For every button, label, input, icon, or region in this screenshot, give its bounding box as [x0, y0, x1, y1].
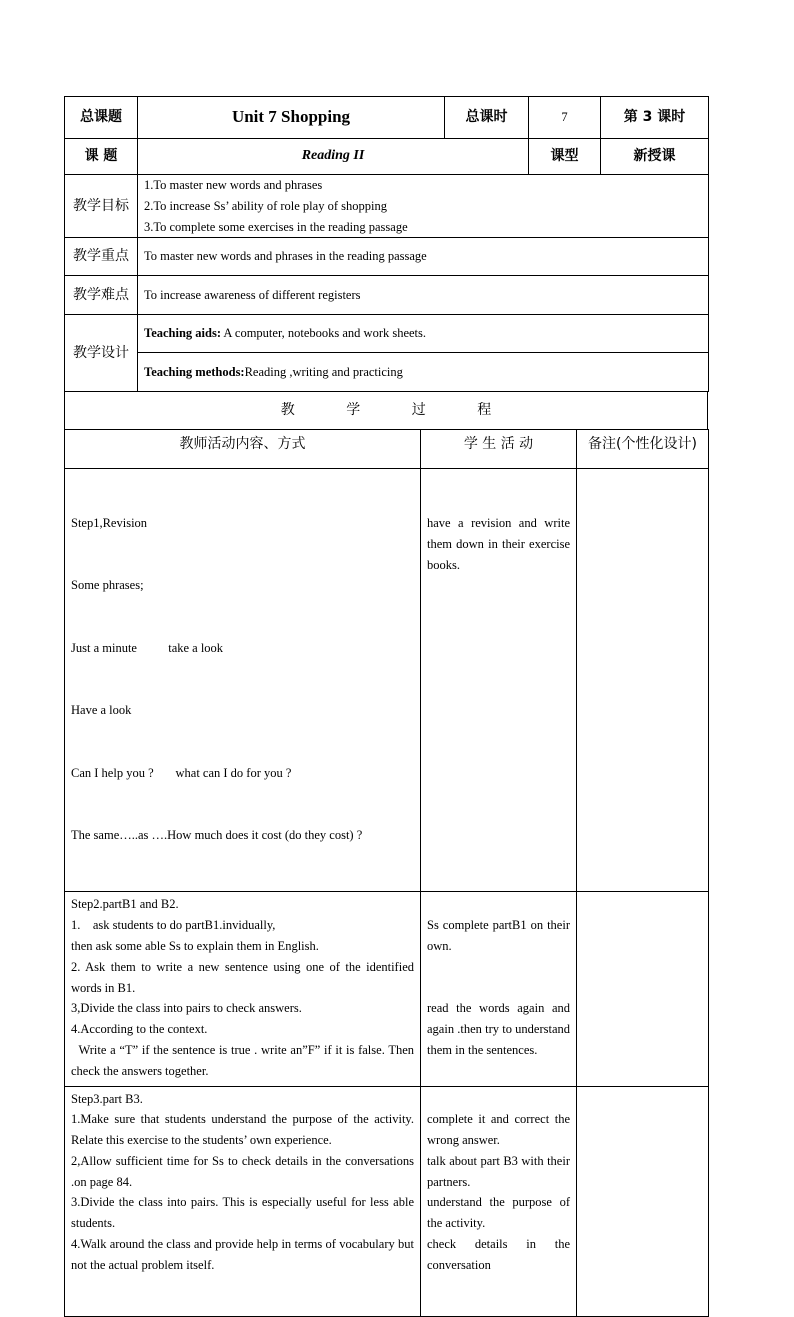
teaching-aids-row — [65, 315, 709, 353]
objective-item: 2.To increase Ss’ ability of role play of shopping — [144, 198, 387, 213]
step-2-student-spacer — [427, 894, 570, 915]
step-line: 4.Walk around the class and provide help in terms of vocabulary but not the actual problem itself. — [71, 1237, 414, 1272]
step-2-student-gap — [427, 957, 570, 999]
key-points-label: 教学重点 — [65, 238, 138, 276]
unit-title: Unit 7 Shopping — [138, 97, 445, 139]
step-2-notes — [577, 892, 709, 1086]
header-row — [65, 97, 709, 139]
step-line: Step3.part B3. — [71, 1091, 143, 1106]
process-title-row — [65, 392, 708, 430]
total-hours-value: 7 — [529, 97, 601, 139]
key-points-value: To master new words and phrases in the reading passage — [138, 238, 709, 276]
step-line: 2. Ask them to write a new sentence using one of the identified words in B1. — [71, 959, 414, 995]
student-activity: Ss complete partB1 on their own. — [427, 918, 570, 953]
objective-item: 1.To master new words and phrases — [144, 178, 323, 192]
topic-label: 课 题 — [65, 139, 138, 175]
step-line: 1. ask students to do partB1.invidually, — [71, 918, 276, 933]
student-activity: check details in the conversation — [427, 1237, 570, 1272]
process-header-row — [65, 430, 709, 469]
lesson-plan-document — [64, 96, 708, 1317]
step-3-notes — [577, 1086, 709, 1316]
step-line: Step1,Revision — [71, 515, 148, 530]
total-hours-label: 总课时 — [445, 97, 529, 139]
step-line: 4.According to the context. — [71, 1022, 208, 1037]
student-activity: read the words again and again .then try to understand them in the sentences. — [427, 1001, 570, 1057]
teaching-aids-value: A computer, notebooks and work sheets. — [221, 326, 427, 341]
step-2-student — [421, 892, 577, 1086]
process-title-char: 过 — [411, 402, 426, 419]
step-line: Just a minute take a look — [71, 640, 224, 655]
teaching-methods-label: Teaching methods: — [144, 364, 245, 379]
step-1-student — [421, 469, 577, 892]
step-line: 2,Allow sufficient time for Ss to check details in the conversations .on page 84. — [71, 1153, 414, 1189]
step-line: then ask some able Ss to explain them in English. — [71, 938, 319, 953]
design-label: 教学设计 — [65, 315, 138, 392]
step-line: The same…..as ….How much does it cost (do they cost) ? — [71, 827, 363, 842]
step-row — [65, 469, 709, 892]
process-table — [64, 429, 709, 1316]
step-3-teacher — [65, 1086, 421, 1316]
step-1-notes — [577, 469, 709, 892]
process-title-table — [64, 391, 708, 430]
step-row — [65, 1086, 709, 1316]
student-activity: understand the purpose of the activity. — [427, 1195, 570, 1231]
objectives-table — [64, 174, 709, 392]
process-title-char: 学 — [346, 402, 361, 419]
col-student-activities: 学 生 活 动 — [421, 430, 577, 469]
student-activity: have a revision and write them down in their exercise books. — [427, 515, 570, 572]
teaching-methods — [138, 353, 709, 392]
difficulties-value: To increase awareness of different registers — [138, 276, 709, 315]
step-1-student-spacer — [427, 471, 570, 513]
process-title-char: 教 — [280, 402, 295, 419]
step-3-student-spacer — [427, 1089, 570, 1110]
objective-item: 3.To complete some exercises in the reading passage — [144, 219, 408, 234]
step-line: Write a “T” if the sentence is true . write an”F” if it is false. Then check the answers together. — [71, 1042, 418, 1078]
step-line: 3,Divide the class into pairs to check answers. — [71, 1001, 302, 1016]
teaching-aids-label: Teaching aids: — [144, 326, 221, 341]
teaching-aids — [138, 315, 709, 353]
total-topic-label: 总课题 — [65, 97, 138, 139]
topic-row — [65, 139, 709, 175]
step-line: Can I help you ? what can I do for you ? — [71, 765, 292, 780]
step-line: 1.Make sure that students understand the purpose of the activity. Relate this exercise to the students’ own experience. — [71, 1112, 414, 1148]
lesson-type-value: 新授课 — [601, 139, 709, 175]
topic-value: Reading II — [138, 139, 529, 175]
difficulties-row — [65, 276, 709, 315]
header-table — [64, 96, 709, 139]
lesson-type-label: 课型 — [529, 139, 601, 175]
objectives-row — [65, 175, 709, 238]
step-line: Some phrases; — [71, 578, 144, 593]
step-line: Have a look — [71, 703, 132, 718]
col-notes: 备注(个性化设计) — [577, 430, 709, 469]
key-points-row — [65, 238, 709, 276]
step-3-student — [421, 1086, 577, 1316]
process-title — [65, 392, 708, 430]
teaching-methods-row — [65, 353, 709, 392]
lesson-number: 第 3 课时 — [601, 97, 709, 139]
step-1-teacher — [65, 469, 421, 892]
step-2-teacher — [65, 892, 421, 1086]
student-activity: complete it and correct the wrong answer. — [427, 1112, 570, 1148]
col-teacher-activities: 教师活动内容、方式 — [65, 430, 421, 469]
student-activity: talk about part B3 with their partners. — [427, 1153, 570, 1189]
teaching-methods-value: Reading ,writing and practicing — [244, 364, 403, 379]
objectives-label: 教学目标 — [65, 175, 138, 238]
process-title-char: 程 — [477, 402, 492, 419]
step-row — [65, 892, 709, 1086]
topic-table — [64, 138, 709, 175]
difficulties-label: 教学难点 — [65, 276, 138, 315]
step-line: 3.Divide the class into pairs. This is especially useful for less able students. — [71, 1195, 414, 1231]
objectives-list — [138, 175, 709, 238]
step-line: Step2.partB1 and B2. — [71, 897, 179, 912]
